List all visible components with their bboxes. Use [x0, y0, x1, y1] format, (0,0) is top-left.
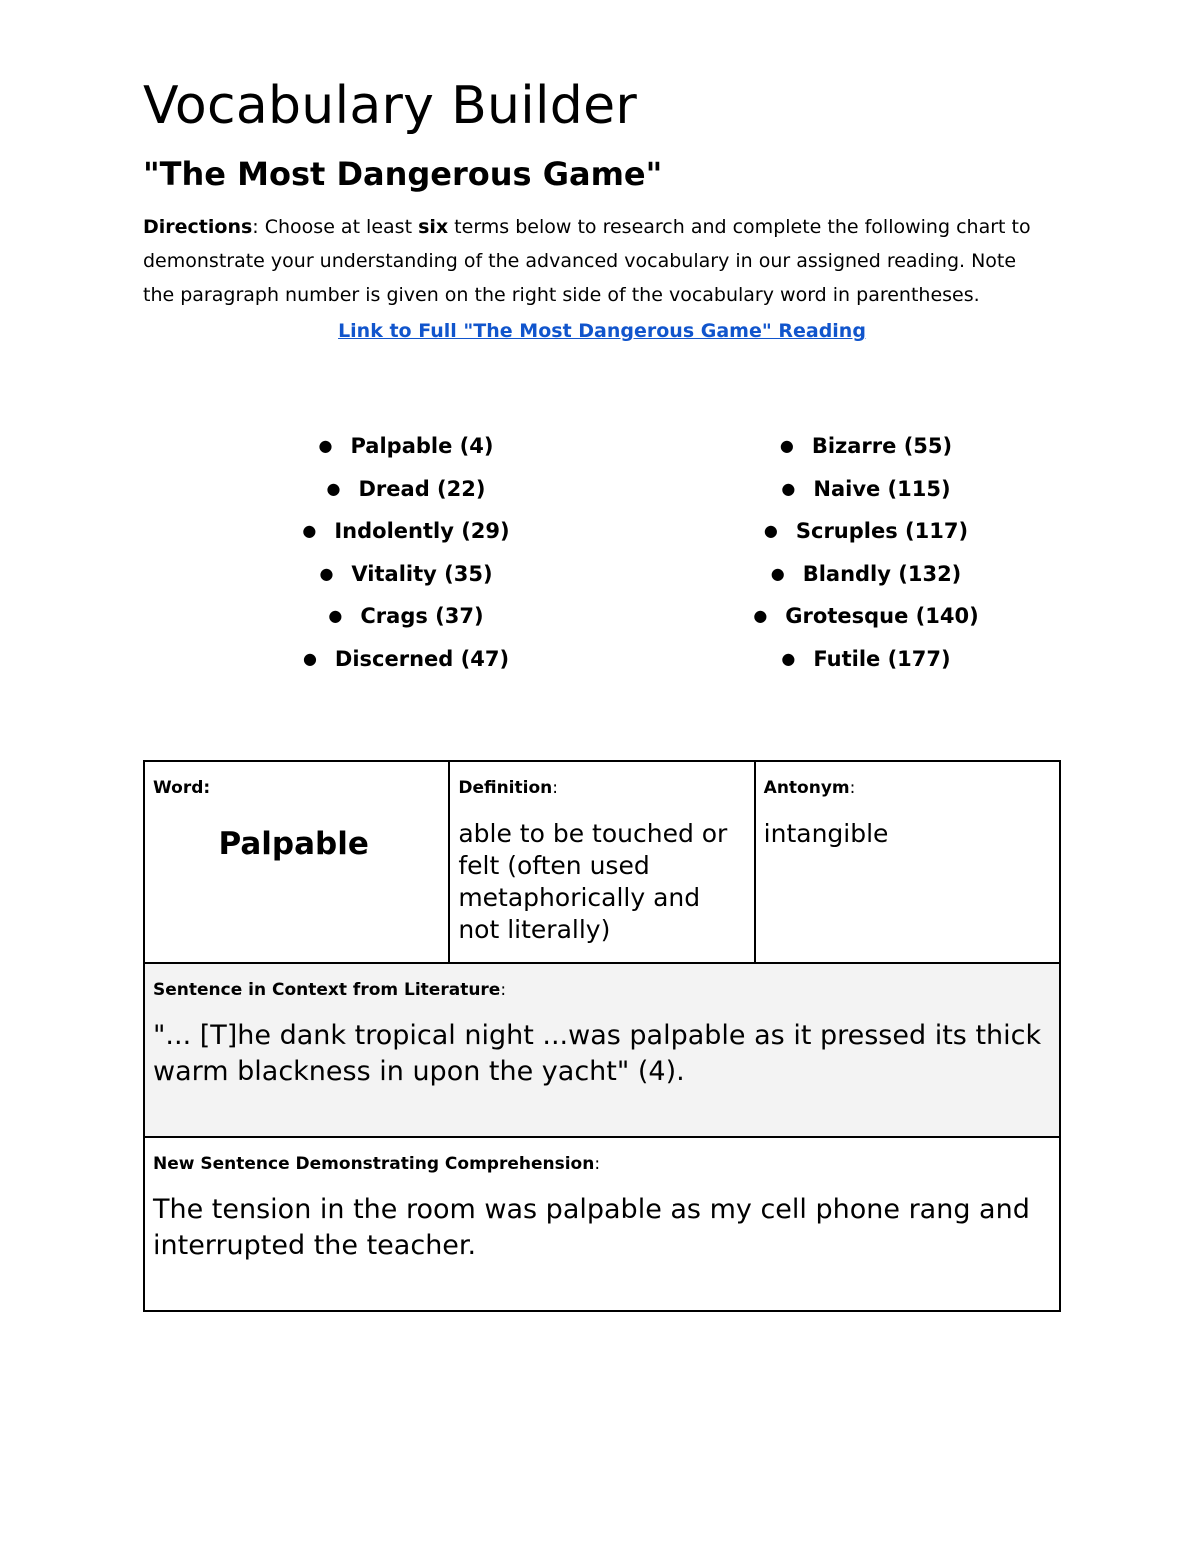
list-item: [143, 595, 669, 638]
list-item: [603, 553, 1129, 596]
directions-label: Directions: [143, 216, 253, 238]
definition-cell: [449, 761, 754, 963]
list-item: [603, 468, 1129, 511]
terms-list-right: [603, 425, 1129, 681]
bullet-icon: ●: [302, 521, 317, 541]
list-item: [143, 468, 669, 511]
term-label: Blandly (132): [802, 561, 962, 586]
list-item: [603, 638, 1129, 681]
directions-paragraph: [143, 210, 1053, 312]
word-value: Palpable: [218, 826, 369, 862]
definition-label: Definition: [458, 778, 553, 798]
new-sentence-label-wrap: New Sentence Demonstrating Comprehension:: [153, 1154, 601, 1174]
new-sentence: The tension in the room was palpable as my cell phone rang and interrupted the teacher.: [153, 1194, 1030, 1261]
bullet-icon: ●: [326, 478, 341, 498]
vocabulary-chart: [143, 760, 1061, 1312]
context-sentence: "... [T]he dank tropical night ...was palpable as it pressed its thick warm blackness in upon the yacht" (4).: [153, 1020, 1042, 1087]
list-item: [143, 510, 669, 553]
antonym-label-wrap: Antonym:: [763, 778, 856, 798]
word-label: Word:: [153, 778, 211, 798]
term-label: Crags (37): [360, 604, 484, 629]
antonym-cell: [755, 761, 1060, 963]
context-label-wrap: Sentence in Context from Literature:: [153, 980, 507, 1000]
reading-link-row: [143, 314, 1061, 349]
term-label: Palpable (4): [350, 434, 494, 458]
definition-value: able to be touched or felt (often used metaphorically and not literally): [458, 819, 728, 944]
bullet-icon: ●: [319, 563, 334, 583]
antonym-value: intangible: [763, 819, 889, 848]
term-label: Vitality (35): [351, 561, 493, 586]
bullet-icon: ●: [763, 521, 778, 541]
terms-list-left: [143, 425, 669, 681]
table-row: [144, 963, 1060, 1137]
full-reading-link[interactable]: Link to Full "The Most Dangerous Game" Reading: [338, 320, 866, 342]
document-page: [143, 70, 1061, 1261]
vocabulary-terms: [143, 425, 1061, 671]
term-label: Scruples (117): [795, 519, 969, 544]
definition-label-wrap: Definition:: [458, 778, 558, 798]
context-cell: [144, 963, 1060, 1137]
list-item: [143, 425, 669, 468]
bullet-icon: ●: [779, 436, 794, 455]
term-label: Dread (22): [358, 476, 486, 501]
bullet-icon: ●: [770, 563, 785, 583]
context-label: Sentence in Context from Literature: [153, 980, 501, 1000]
bullet-icon: ●: [328, 606, 343, 626]
list-item: [603, 425, 1129, 468]
directions-bold-word: six: [418, 216, 449, 238]
list-item: [143, 553, 669, 596]
term-label: Naive (115): [813, 476, 951, 501]
bullet-icon: ●: [781, 478, 796, 498]
list-item: [603, 510, 1129, 553]
directions-text-after: terms below to research and complete the following chart to demonstrate your understanding of the advanced vocabulary in our assigned reading. Note the paragraph number is given on the right side of the vocabulary word in parentheses.: [143, 216, 1031, 306]
table-row: [144, 761, 1060, 963]
bullet-icon: ●: [318, 436, 333, 455]
term-label: Futile (177): [813, 646, 951, 671]
word-cell: [144, 761, 449, 963]
new-sentence-cell: [144, 1137, 1060, 1311]
directions-text-before: : Choose at least: [252, 216, 419, 238]
term-label: Grotesque (140): [785, 604, 979, 629]
table-row: [144, 1137, 1060, 1311]
antonym-label: Antonym: [763, 778, 850, 798]
page-title: Vocabulary Builder: [143, 76, 638, 136]
new-sentence-label: New Sentence Demonstrating Comprehension: [153, 1154, 595, 1174]
term-label: Bizarre (55): [811, 434, 953, 458]
bullet-icon: ●: [781, 648, 796, 668]
bullet-icon: ●: [302, 648, 317, 668]
list-item: [603, 595, 1129, 638]
term-label: Indolently (29): [334, 519, 510, 544]
list-item: [143, 638, 669, 681]
story-title: "The Most Dangerous Game": [143, 155, 663, 193]
term-label: Discerned (47): [334, 646, 510, 671]
bullet-icon: ●: [753, 606, 768, 626]
